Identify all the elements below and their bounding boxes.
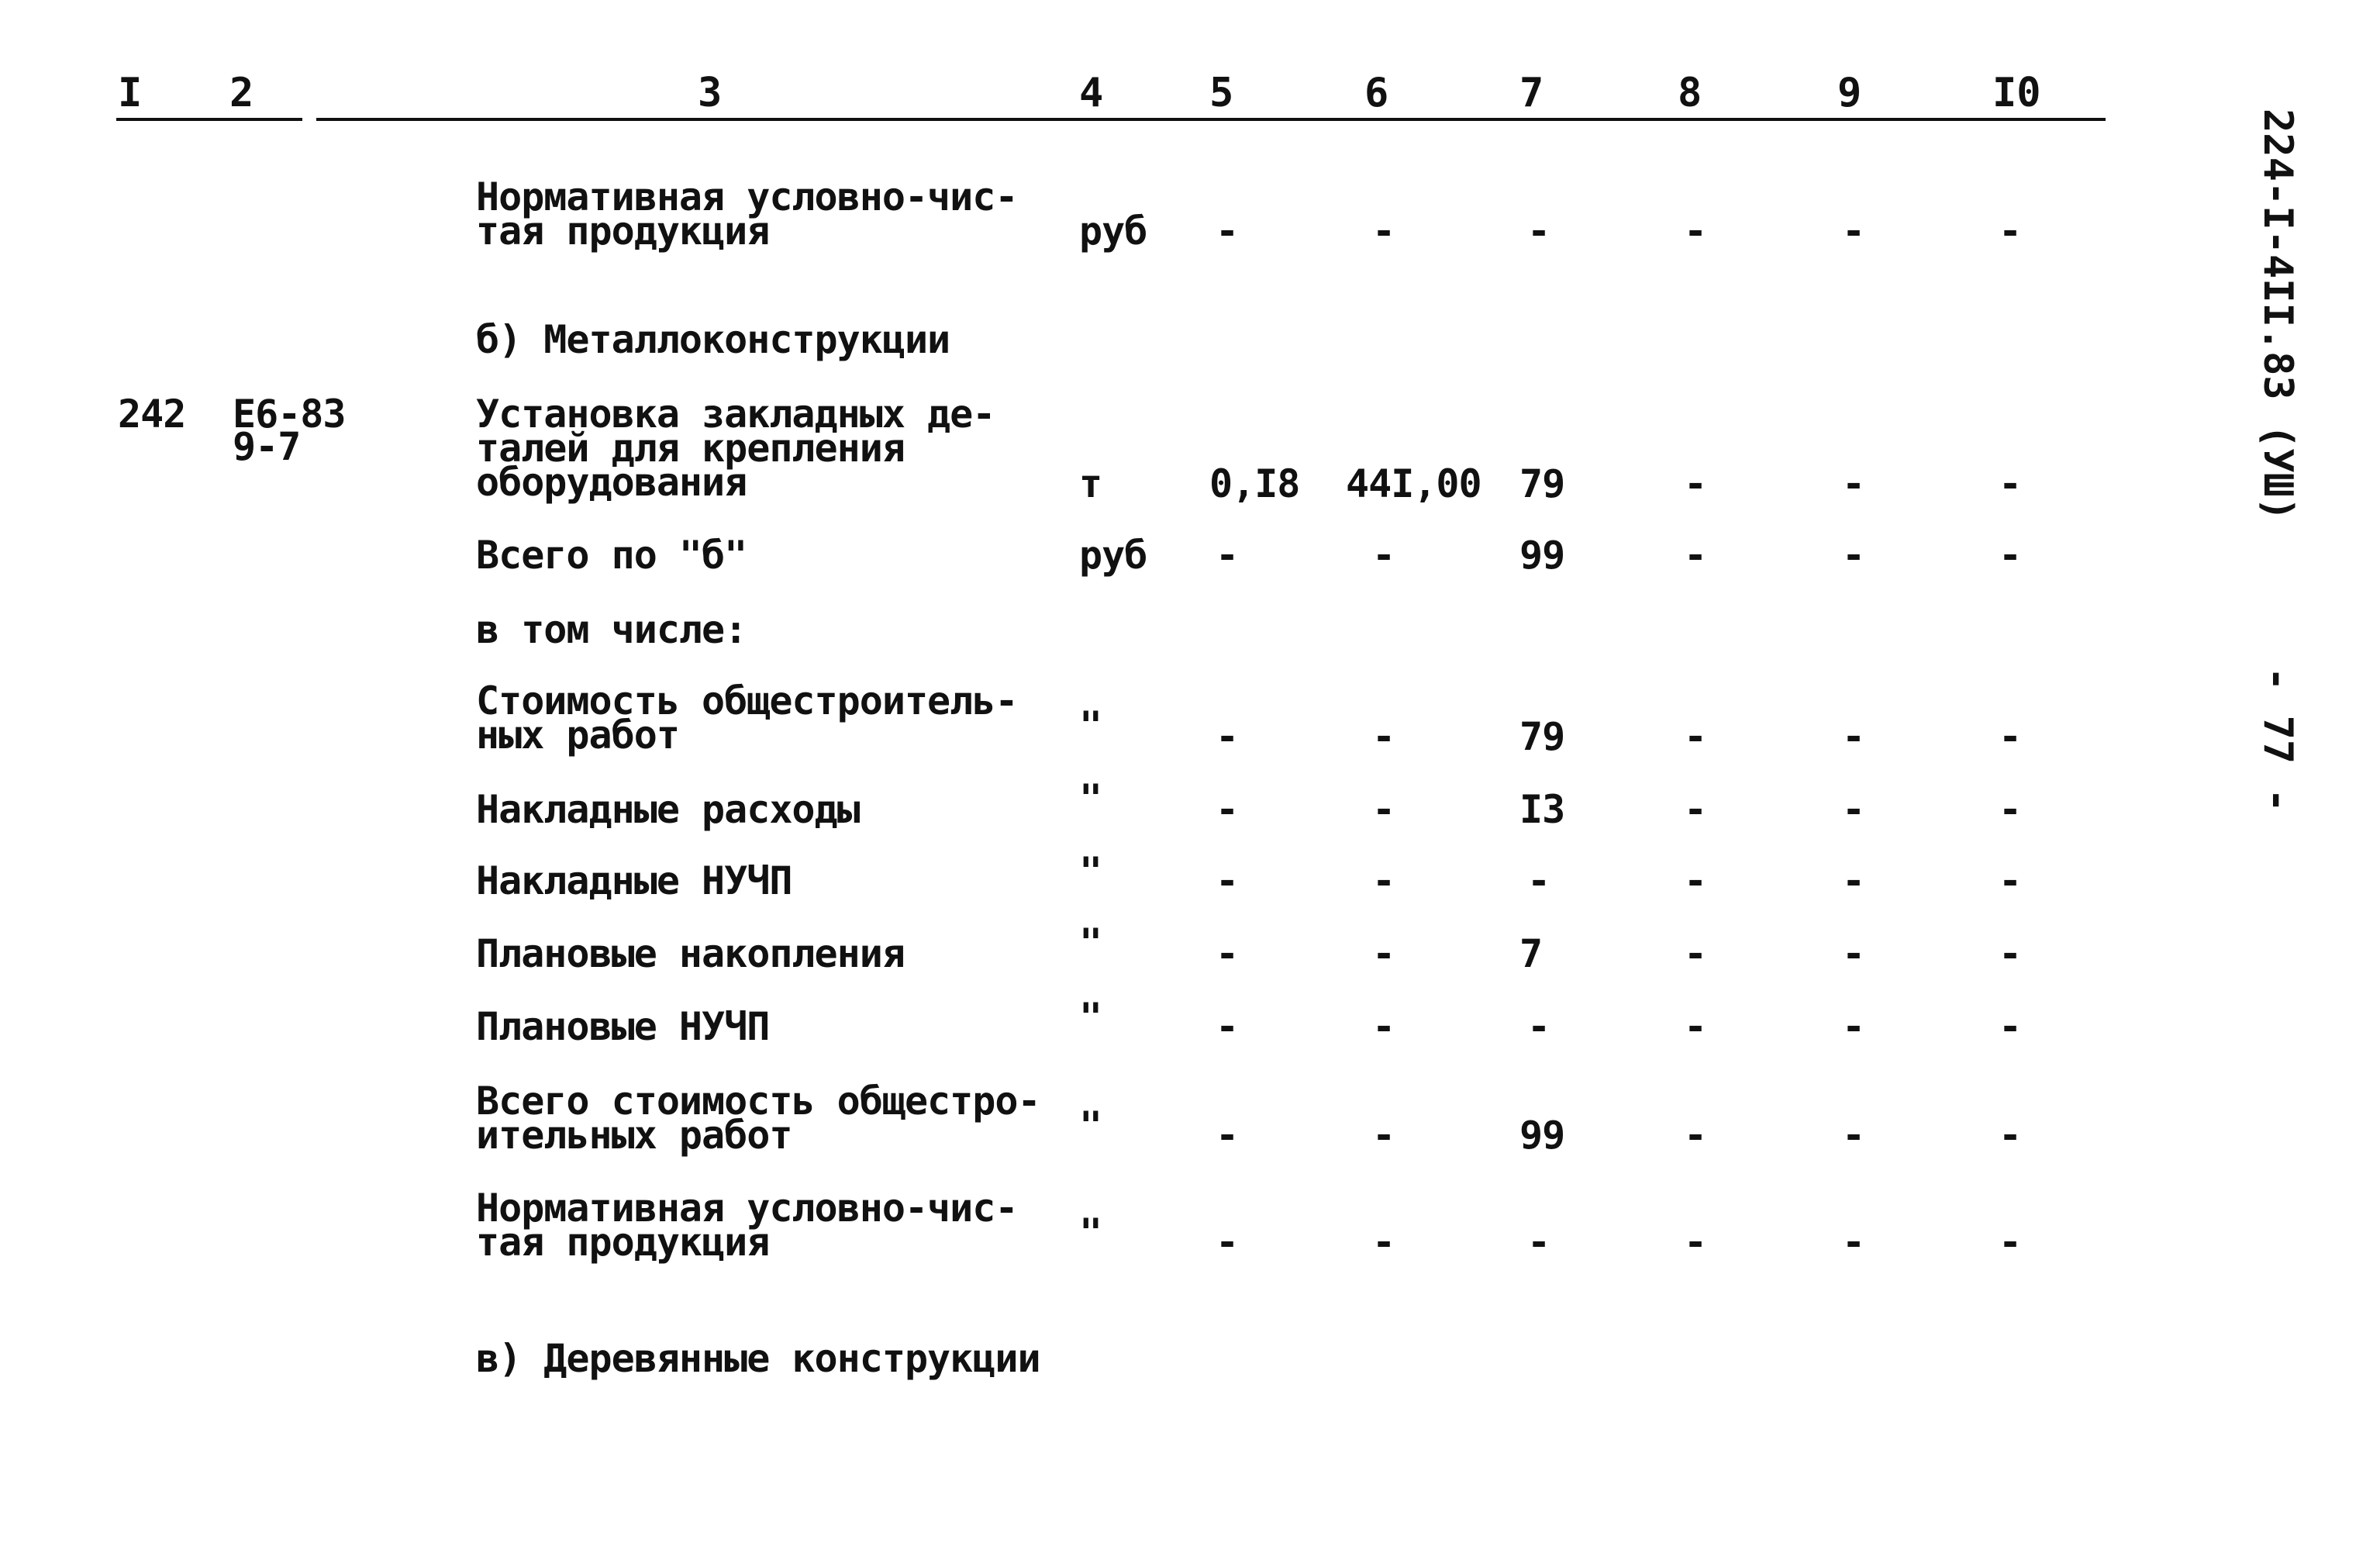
page-number: - 77 - [2254, 667, 2301, 813]
row-unit: руб [1079, 533, 1147, 578]
row-col5: - [1216, 1220, 1239, 1265]
row-description-line1: Плановые НУЧП [476, 1004, 770, 1049]
header-rule-main [316, 118, 2106, 121]
row-col8: - [1684, 1220, 1707, 1265]
col-header-8: 8 [1678, 70, 1702, 116]
row-col5: - [1216, 858, 1239, 903]
row-col8: - [1684, 1004, 1707, 1049]
row-unit: руб [1079, 209, 1147, 254]
row-col6: - [1372, 714, 1395, 759]
row-col7: 99 [1519, 533, 1565, 578]
row-col5: - [1216, 1004, 1239, 1049]
col-header-10: I0 [1992, 70, 2041, 116]
row-unit: " [1079, 995, 1102, 1040]
row-col6: - [1372, 209, 1395, 254]
row-description-line1: Установка закладных де- [476, 392, 995, 437]
row-col5: - [1216, 787, 1239, 832]
row-col7: 99 [1519, 1113, 1565, 1158]
row-description-line1: Нормативная условно-чис- [476, 174, 1018, 219]
row-col10: - [1999, 931, 2022, 976]
row-unit: " [1079, 1210, 1102, 1255]
col-header-3: 3 [698, 70, 723, 116]
row-code-line1: Е6-83 [233, 392, 346, 437]
row-col9: - [1842, 461, 1865, 506]
row-col5: 0,I8 [1209, 461, 1300, 506]
col-header-2: 2 [229, 70, 254, 116]
row-unit: " [1079, 776, 1102, 821]
row-col7: 79 [1519, 714, 1565, 759]
row-description-line2: тая продукция [476, 209, 770, 254]
row-col7: I3 [1519, 787, 1565, 832]
row-description-line2: талей для крепления [476, 426, 905, 471]
row-description-line3: оборудования [476, 460, 747, 505]
row-col9: - [1842, 209, 1865, 254]
row-col8: - [1684, 533, 1707, 578]
row-col6: - [1372, 931, 1395, 976]
row-description-line1: Накладные НУЧП [476, 858, 792, 903]
row-col10: - [1999, 533, 2022, 578]
row-col6: - [1372, 787, 1395, 832]
row-col7: - [1527, 1004, 1550, 1049]
row-description-line1: Накладные расходы [476, 787, 860, 832]
row-col10: - [1999, 1004, 2022, 1049]
row-col10: - [1999, 1113, 2022, 1158]
row-unit: т [1079, 461, 1102, 506]
col-header-1: I [118, 70, 143, 116]
row-description-line1: Плановые накопления [476, 931, 905, 976]
section-heading: в) Деревянные конструкции [476, 1336, 1040, 1381]
row-col7: 7 [1519, 931, 1543, 976]
row-col8: - [1684, 714, 1707, 759]
col-header-6: 6 [1364, 70, 1389, 116]
document-code: 224-I-4II.83 (УШ) [2254, 109, 2301, 522]
row-unit: " [1079, 849, 1102, 894]
row-col7: - [1527, 1220, 1550, 1265]
row-description-line1: Всего стоимость общестро- [476, 1079, 1040, 1124]
row-col9: - [1842, 533, 1865, 578]
row-col6: - [1372, 1004, 1395, 1049]
row-description-line2: ительных работ [476, 1113, 792, 1158]
row-col10: - [1999, 461, 2022, 506]
row-col10: - [1999, 714, 2022, 759]
row-unit: " [1079, 1103, 1102, 1148]
row-col5: - [1216, 533, 1239, 578]
subtotal-label: в том числе: [476, 607, 747, 652]
row-col7: - [1527, 858, 1550, 903]
col-header-4: 4 [1079, 70, 1104, 116]
col-header-9: 9 [1837, 70, 1862, 116]
row-col7: 79 [1519, 461, 1565, 506]
row-col5: - [1216, 931, 1239, 976]
row-col10: - [1999, 1220, 2022, 1265]
row-description-line1: Всего по "б" [476, 533, 747, 578]
row-col8: - [1684, 931, 1707, 976]
row-col8: - [1684, 1113, 1707, 1158]
row-description-line2: ных работ [476, 713, 679, 758]
row-col8: - [1684, 461, 1707, 506]
row-col5: - [1216, 209, 1239, 254]
row-col8: - [1684, 209, 1707, 254]
row-col8: - [1684, 858, 1707, 903]
row-col9: - [1842, 858, 1865, 903]
row-description-line1: Стоимость общестроитель- [476, 678, 1018, 723]
row-description-line2: тая продукция [476, 1220, 770, 1265]
row-unit: " [1079, 703, 1102, 748]
col-header-5: 5 [1209, 70, 1234, 116]
row-col10: - [1999, 209, 2022, 254]
col-header-7: 7 [1519, 70, 1544, 116]
row-code-line2: 9-7 [233, 424, 301, 469]
section-heading: б) Металлоконструкции [476, 317, 950, 362]
row-col9: - [1842, 714, 1865, 759]
row-col6: - [1372, 1220, 1395, 1265]
row-col5: - [1216, 714, 1239, 759]
row-col6: - [1372, 858, 1395, 903]
row-col6: - [1372, 1113, 1395, 1158]
row-number: 242 [118, 392, 186, 437]
row-col9: - [1842, 1004, 1865, 1049]
row-col8: - [1684, 787, 1707, 832]
row-col10: - [1999, 787, 2022, 832]
row-col10: - [1999, 858, 2022, 903]
row-col5: - [1216, 1113, 1239, 1158]
row-description-line1: Нормативная условно-чис- [476, 1186, 1018, 1231]
header-rule-left [116, 118, 302, 121]
row-col9: - [1842, 931, 1865, 976]
row-unit: " [1079, 920, 1102, 965]
row-col9: - [1842, 1113, 1865, 1158]
row-col6: 44I,00 [1346, 461, 1481, 506]
row-col7: - [1527, 209, 1550, 254]
row-col9: - [1842, 787, 1865, 832]
row-col9: - [1842, 1220, 1865, 1265]
row-col6: - [1372, 533, 1395, 578]
